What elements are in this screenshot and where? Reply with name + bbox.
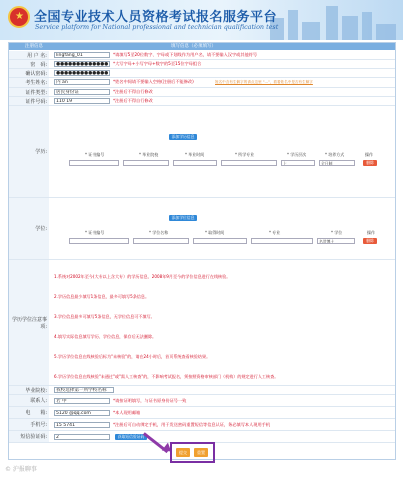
id-number-input[interactable]: 110 19 xyxy=(54,98,110,104)
confirm-password-label: 确认密码: xyxy=(9,69,49,77)
notice-section xyxy=(9,260,395,386)
notice-item: 2.学历信息最少填写1条信息，最多可填写5条信息。 xyxy=(54,294,150,299)
watermark: © 沪报聊事 xyxy=(5,466,37,473)
edu-level-select[interactable]: 上 xyxy=(281,160,315,166)
institute-select[interactable]: 我校选择第一所学校名称 xyxy=(54,387,114,393)
confirm-password-row xyxy=(9,69,395,78)
edu-major-input[interactable] xyxy=(221,160,277,166)
email-row xyxy=(9,407,395,419)
edu-delete-button[interactable]: 删除 xyxy=(363,160,377,166)
form-header xyxy=(9,43,395,50)
institute-label: 毕业院校: xyxy=(9,386,49,394)
contact-note: *请按证明填写，与证书原身份证号一致 xyxy=(113,398,187,403)
site-subtitle: Service platform for National professional and technician qualification test xyxy=(35,23,279,31)
get-sms-code-button[interactable]: 获取短信验证码 xyxy=(115,434,147,440)
edu-col-major: * 所学专业 xyxy=(235,152,255,157)
edu-school-input[interactable] xyxy=(123,160,169,166)
deg-col-action: 操作 xyxy=(367,230,375,235)
name-label: 考生姓名: xyxy=(9,78,49,87)
password-input[interactable]: ●●●●●●●●●●●●● xyxy=(56,62,109,67)
degree-section xyxy=(9,198,395,260)
building-graphic xyxy=(326,6,338,40)
phone-row xyxy=(9,419,395,431)
phone-input[interactable]: 15 5741 xyxy=(54,422,110,428)
national-emblem-logo: ★ xyxy=(8,6,30,28)
username-row xyxy=(9,51,395,60)
header-right: 填写信息（必须填写） xyxy=(171,44,216,49)
edu-cert-input[interactable] xyxy=(69,160,119,166)
building-graphic xyxy=(288,10,298,40)
deg-delete-button[interactable]: 删除 xyxy=(363,238,377,244)
name-note: *姓名中间请不要输入空格(注册后不能修改) xyxy=(113,79,194,84)
notice-item: 4.填写实际信息填写学历、学位信息，保存后无法删除。 xyxy=(54,334,157,339)
building-graphic xyxy=(362,12,372,40)
deg-col-degree: * 学位 xyxy=(331,230,343,235)
id-type-row xyxy=(9,88,395,97)
deg-col-major: * 专业 xyxy=(269,230,281,235)
header-left: 注册信息 xyxy=(25,44,43,49)
name-input[interactable]: 内 an xyxy=(54,79,110,85)
id-type-label: 证件类型: xyxy=(9,88,49,96)
edu-col-action: 操作 xyxy=(365,152,373,157)
edu-mode-select[interactable]: 全日制 xyxy=(319,160,355,166)
sms-code-label: 短信验证码: xyxy=(9,431,49,442)
notice-item: 1.系统对2002年至今(大专以上含大专）的学历信息、2008年9月至今的学位信息进行在线核验。 xyxy=(54,274,231,279)
notice-item: 3.学位信息最多可填写5条信息，无学位信息可不填写。 xyxy=(54,314,155,319)
reset-button[interactable]: 重置 xyxy=(194,448,208,457)
deg-name-input[interactable] xyxy=(133,238,189,244)
deg-col-cert: * 证书编号 xyxy=(85,230,105,235)
notice-item: 5.学历学位信息在线核验后标为"未核验"的，请在24小时后，首页系统查看核验结果。 xyxy=(54,354,211,359)
education-label: 学历: xyxy=(9,106,49,197)
site-title: 全国专业技术人员资格考试报名服务平台 xyxy=(34,10,278,25)
deg-degree-select[interactable]: 名誉博士 xyxy=(317,238,355,244)
notice-label: 学历学位注意事项: xyxy=(9,260,49,385)
username-note: *请填写5至20位数字、字母或下划线作为用户名，请不要输入汉字或其他符号 xyxy=(113,52,258,57)
edu-time-input[interactable] xyxy=(173,160,217,166)
registration-form xyxy=(8,42,396,460)
password-row xyxy=(9,60,395,69)
building-graphic xyxy=(302,22,320,40)
building-graphic xyxy=(376,24,396,40)
deg-cert-input[interactable] xyxy=(69,238,129,244)
edu-col-school: * 毕业院校 xyxy=(139,152,159,157)
contact-row xyxy=(9,395,395,407)
phone-label: 手机号: xyxy=(9,419,49,430)
username-label: 用 户 名: xyxy=(9,51,49,59)
rare-char-link[interactable]: 姓名中含有生僻字的请点这里 "…"，看看姓名中是否有生僻字 xyxy=(215,80,313,84)
password-note: *大写字母+小写字母+数字的5至15位字母组合 xyxy=(113,61,202,66)
id-number-label: 证件号码: xyxy=(9,97,49,105)
deg-time-input[interactable] xyxy=(193,238,247,244)
edu-col-time: * 毕业时间 xyxy=(185,152,205,157)
building-graphic xyxy=(342,16,358,40)
password-label: 密 码: xyxy=(9,60,49,68)
id-type-note: *注册后不得自行修改 xyxy=(113,89,153,94)
site-banner xyxy=(0,0,403,40)
id-type-select[interactable]: 居民身份证 xyxy=(54,89,110,95)
sms-code-input[interactable]: 2 xyxy=(54,434,110,440)
name-row xyxy=(9,78,395,88)
confirm-password-input[interactable]: ●●●●●●●●●●●●● xyxy=(56,71,109,76)
email-label: 电 箱: xyxy=(9,407,49,418)
edu-col-cert: * 证书编号 xyxy=(85,152,105,157)
email-input[interactable]: 5120 @qq.com xyxy=(54,410,110,416)
deg-col-time: * 取得时间 xyxy=(205,230,225,235)
add-degree-button[interactable]: 添加学位信息 xyxy=(169,215,197,221)
add-education-button[interactable]: 添加学历信息 xyxy=(169,134,197,140)
id-number-row xyxy=(9,97,395,106)
phone-note: *注册后可自动绑定手机，用于发送密码重置短信等信息认证，务必填写本人现用手机 xyxy=(113,422,271,427)
edu-col-level: * 学历层次 xyxy=(287,152,307,157)
submit-button[interactable]: 提交 xyxy=(176,448,190,457)
contact-input[interactable]: 若 中 xyxy=(54,398,110,404)
id-number-note: *注册后不得自行修改 xyxy=(113,98,153,103)
deg-col-name: * 学位名称 xyxy=(149,230,169,235)
username-input[interactable]: lingfang_01 xyxy=(54,52,110,58)
education-section xyxy=(9,106,395,198)
notice-item: 6.学历学位信息在线核验"未通过"或"需人工核查"的，不影响考试报名，须按照资格审核部门（机构）的规定进行人工核查。 xyxy=(54,374,279,379)
edu-col-mode: * 培养方式 xyxy=(325,152,345,157)
deg-major-input[interactable] xyxy=(251,238,313,244)
contact-label: 联系人: xyxy=(9,395,49,406)
institute-row xyxy=(9,386,395,395)
degree-label: 学位: xyxy=(9,198,49,259)
email-note: *本人现用邮箱 xyxy=(113,410,141,415)
